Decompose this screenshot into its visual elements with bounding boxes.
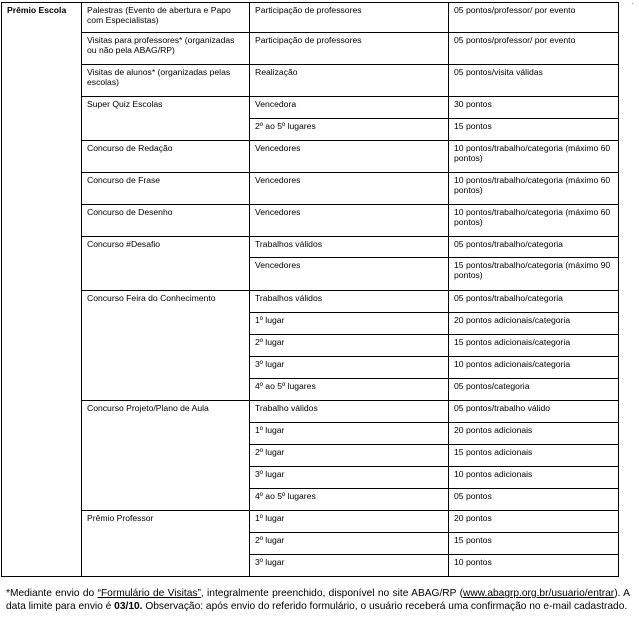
table-row xyxy=(2,205,619,237)
activity-cell: Prêmio Professor xyxy=(82,511,250,577)
points-cell: 10 pontos/trabalho/categoria (máximo 60 pontos) xyxy=(449,205,619,237)
points-table xyxy=(1,2,619,577)
points-cell: 10 pontos/trabalho/categoria (máximo 60 pontos) xyxy=(449,173,619,205)
criteria-cell: 2º lugar xyxy=(250,335,449,357)
points-cell: 10 pontos xyxy=(449,555,619,577)
points-cell: 10 pontos adicionais/categoria xyxy=(449,357,619,379)
points-cell: 10 pontos adicionais xyxy=(449,467,619,489)
points-cell: 15 pontos adicionais/categoria xyxy=(449,335,619,357)
table-row xyxy=(2,141,619,173)
criteria-cell: Participação de professores xyxy=(250,3,449,33)
criteria-cell: Trabalhos válidos xyxy=(250,291,449,313)
criteria-cell: Realização xyxy=(250,65,449,97)
points-cell: 20 pontos xyxy=(449,511,619,533)
points-cell: 15 pontos xyxy=(449,533,619,555)
criteria-cell: 2º lugar xyxy=(250,445,449,467)
activity-cell: Concurso Feira do Conhecimento xyxy=(82,291,250,401)
points-cell: 20 pontos adicionais xyxy=(449,423,619,445)
points-cell: 30 pontos xyxy=(449,97,619,119)
criteria-cell: 1º lugar xyxy=(250,313,449,335)
footnote-text: ). A data limite para envio é xyxy=(6,588,630,612)
activity-cell: Super Quiz Escolas xyxy=(82,97,250,141)
activity-cell: Concurso #Desafio xyxy=(82,237,250,291)
points-cell: 15 pontos adicionais xyxy=(449,445,619,467)
footnote-text: *Mediante envio do xyxy=(6,588,98,599)
criteria-cell: Vencedora xyxy=(250,97,449,119)
points-cell: 05 pontos/trabalho/categoria xyxy=(449,291,619,313)
points-cell: 15 pontos/trabalho/categoria (máximo 90 pontos) xyxy=(449,258,619,291)
criteria-cell: 1º lugar xyxy=(250,511,449,533)
criteria-cell: Trabalhos válidos xyxy=(250,237,449,258)
footnote xyxy=(6,587,630,613)
activity-cell: Concurso Projeto/Plano de Aula xyxy=(82,401,250,511)
criteria-cell: 2º ao 5º lugares xyxy=(250,119,449,141)
points-cell: 05 pontos/visita válidas xyxy=(449,65,619,97)
table-row xyxy=(2,237,619,258)
points-cell: 20 pontos adicionais/categoria xyxy=(449,313,619,335)
footnote-text: , integralmente preenchido, disponível no site ABAG/RP ( xyxy=(200,588,463,599)
footnote-text: Observação: após envio do referido formulário, o usuário receberá uma confirmação no e-mail cadastrado. xyxy=(142,601,628,612)
table-row xyxy=(2,33,619,65)
table-row xyxy=(2,511,619,533)
table-row xyxy=(2,173,619,205)
criteria-cell: Vencedores xyxy=(250,173,449,205)
criteria-cell: Participação de professores xyxy=(250,33,449,65)
form-link[interactable]: “Formulário de Visitas” xyxy=(97,588,201,599)
table-row xyxy=(2,3,619,33)
criteria-cell: 3º lugar xyxy=(250,467,449,489)
points-cell: 05 pontos/trabalho válido xyxy=(449,401,619,423)
site-link[interactable]: www.abagrp.org.br/usuario/entrar xyxy=(462,588,615,599)
points-cell: 05 pontos/professor/ por evento xyxy=(449,33,619,65)
points-cell: 05 pontos/categoria xyxy=(449,379,619,401)
category-cell: Prêmio Escola xyxy=(2,3,82,577)
points-cell: 10 pontos/trabalho/categoria (máximo 60 pontos) xyxy=(449,141,619,173)
criteria-cell: 3º lugar xyxy=(250,555,449,577)
criteria-cell: Trabalho válidos xyxy=(250,401,449,423)
deadline-date: 03/10. xyxy=(114,601,143,612)
criteria-cell: 4º ao 5º lugares xyxy=(250,489,449,511)
points-cell: 05 pontos/professor/ por evento xyxy=(449,3,619,33)
points-cell: 05 pontos xyxy=(449,489,619,511)
criteria-cell: Vencedores xyxy=(250,205,449,237)
activity-cell: Visitas para professores* (organizadas ou não pela ABAG/RP) xyxy=(82,33,250,65)
page-corner-mark: . xyxy=(631,0,633,6)
criteria-cell: 4º ao 5º lugares xyxy=(250,379,449,401)
activity-cell: Palestras (Evento de abertura e Papo com Especialistas) xyxy=(82,3,250,33)
table-row xyxy=(2,401,619,423)
criteria-cell: Vencedores xyxy=(250,141,449,173)
criteria-cell: 3º lugar xyxy=(250,357,449,379)
table-row xyxy=(2,291,619,313)
table-row xyxy=(2,65,619,97)
activity-cell: Concurso de Desenho xyxy=(82,205,250,237)
points-cell: 15 pontos xyxy=(449,119,619,141)
table-row xyxy=(2,97,619,119)
criteria-cell: 1º lugar xyxy=(250,423,449,445)
points-cell: 05 pontos/trabalho/categoria xyxy=(449,237,619,258)
activity-cell: Visitas de alunos* (organizadas pelas escolas) xyxy=(82,65,250,97)
activity-cell: Concurso de Redação xyxy=(82,141,250,173)
criteria-cell: Vencedores xyxy=(250,258,449,291)
activity-cell: Concurso de Frase xyxy=(82,173,250,205)
criteria-cell: 2º lugar xyxy=(250,533,449,555)
